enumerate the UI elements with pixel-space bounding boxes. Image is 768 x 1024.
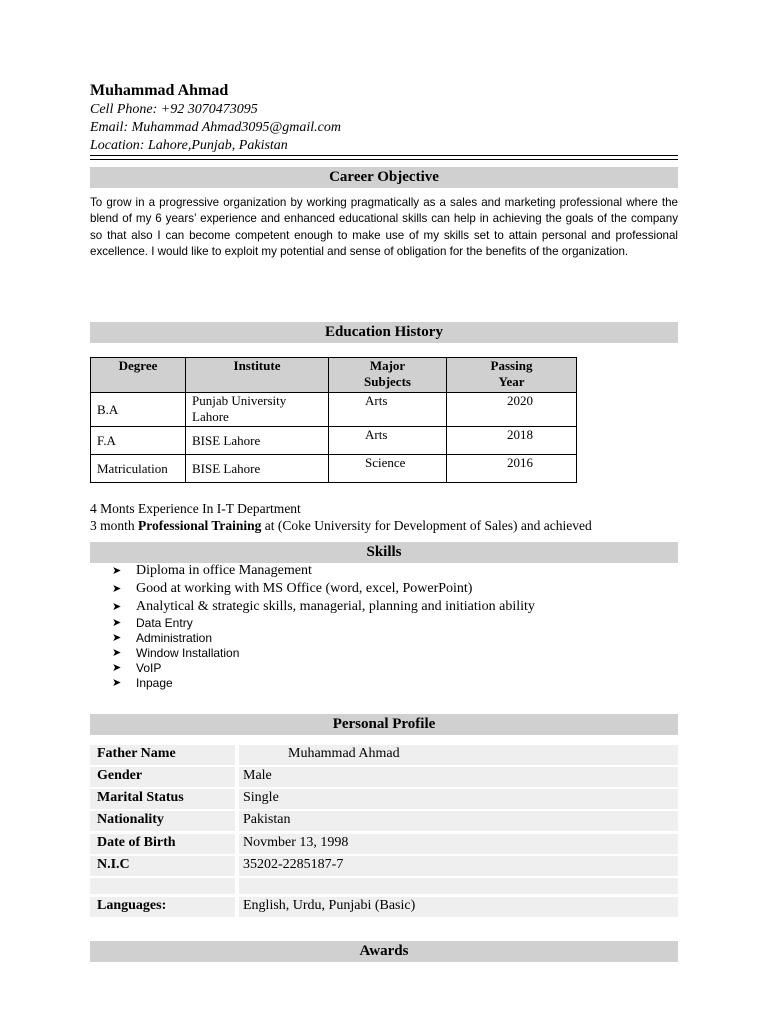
profile-value: Male [243,768,272,783]
profile-label: Gender [97,768,143,783]
skill-text: Data Entry [136,616,193,630]
header-major-text: Major Subjects [364,358,411,389]
profile-row [90,789,678,809]
list-item [112,676,535,691]
arrow-bullet-icon: ➤ [112,662,122,674]
row-divider [235,834,239,854]
languages-label: Languages: [97,898,167,913]
row-divider [235,878,239,894]
arrow-bullet-icon: ➤ [112,677,122,689]
row-divider [235,789,239,809]
arrow-bullet-icon: ➤ [112,647,122,659]
header-institute: Institute [186,358,329,393]
profile-row [90,856,678,876]
institute-cell: BISE Lahore [186,455,329,483]
list-item [112,598,535,616]
row-divider [235,897,239,917]
profile-label: Date of Birth [97,835,176,850]
training-line [90,518,592,534]
career-objective-text: To grow in a progressive organization by working pragmatically as a sales and marketing professional where the blend of my 6 years’ experience and enhanced educational skills can help in achieving the goals of the company so that also I can become competent enough to make use of my skills set to attain personal and professional excellence. I would like to exploit my potential and sense of obligation for the benefits of the organization. [90,196,678,258]
skill-text: VoIP [136,661,162,675]
career-objective-heading: Career Objective [90,167,678,188]
arrow-bullet-icon: ➤ [112,565,122,577]
training-bold: Professional Training [138,518,262,533]
cell-phone: Cell Phone: +92 3070473095 [90,102,258,117]
degree-cell: B.A [91,393,186,427]
header-divider [90,159,678,160]
skill-text: Window Installation [136,646,240,660]
skill-text: Good at working with MS Office (word, excel, PowerPoint) [136,581,473,596]
languages-value: English, Urdu, Punjabi (Basic) [243,898,416,913]
training-prefix: 3 month [90,518,139,533]
year-cell: 2016 [447,455,577,483]
row-divider [235,811,239,831]
table-row [91,455,577,483]
institute-cell: BISE Lahore [186,427,329,455]
languages-row [90,897,678,917]
profile-value: Novmber 13, 1998 [243,835,349,850]
training-suffix: at (Coke University for Development of Sales) and achieved [261,518,592,533]
profile-row [90,745,678,765]
major-cell: Arts [329,427,447,455]
year-cell: 2018 [447,427,577,455]
list-item [112,646,535,661]
row-divider [235,767,239,787]
arrow-bullet-icon: ➤ [112,601,122,613]
profile-row [90,811,678,831]
profile-row-spacer [90,878,678,894]
profile-row [90,767,678,787]
list-item [112,562,535,580]
major-cell: Arts [329,393,447,427]
header-divider [90,155,678,156]
experience-line: 4 Monts Experience In I-T Department [90,501,301,516]
profile-label: N.I.C [97,857,130,872]
arrow-bullet-icon: ➤ [112,583,122,595]
header-degree: Degree [91,358,186,393]
header-major [329,358,447,393]
education-table [90,357,577,483]
skills-heading: Skills [90,542,678,563]
skill-text: Administration [136,631,213,645]
table-row [91,427,577,455]
profile-value: 35202-2285187-7 [243,857,344,872]
list-item [112,661,535,676]
list-item [112,616,535,631]
profile-label: Nationality [97,812,164,827]
list-item [112,631,535,646]
arrow-bullet-icon: ➤ [112,617,122,629]
degree-cell: Matriculation [91,455,186,483]
list-item [112,580,535,598]
table-header-row [91,358,577,393]
header-year-text: Passing Year [490,358,533,389]
skills-list [112,562,535,691]
profile-value: Pakistan [243,812,291,827]
candidate-name: Muhammad Ahmad [90,82,229,99]
profile-label: Father Name [97,746,176,761]
skill-text: Inpage [136,676,173,690]
skill-text: Diploma in office Management [136,563,312,578]
awards-heading: Awards [90,941,678,962]
institute-cell: Punjab University Lahore [186,393,329,427]
education-heading: Education History [90,322,678,343]
arrow-bullet-icon: ➤ [112,632,122,644]
row-divider [235,856,239,876]
skill-text: Analytical & strategic skills, managerial, planning and initiation ability [136,599,535,614]
profile-label: Marital Status [97,790,184,805]
degree-cell: F.A [91,427,186,455]
major-cell: Science [329,455,447,483]
email: Email: Muhammad Ahmad3095@gmail.com [90,120,341,135]
profile-value: Single [243,790,279,805]
row-divider [235,745,239,765]
year-cell: 2020 [447,393,577,427]
profile-value: Muhammad Ahmad [288,746,400,761]
header-year [447,358,577,393]
location: Location: Lahore,Punjab, Pakistan [90,138,288,153]
personal-profile-heading: Personal Profile [90,714,678,735]
table-row [91,393,577,427]
profile-row [90,834,678,854]
